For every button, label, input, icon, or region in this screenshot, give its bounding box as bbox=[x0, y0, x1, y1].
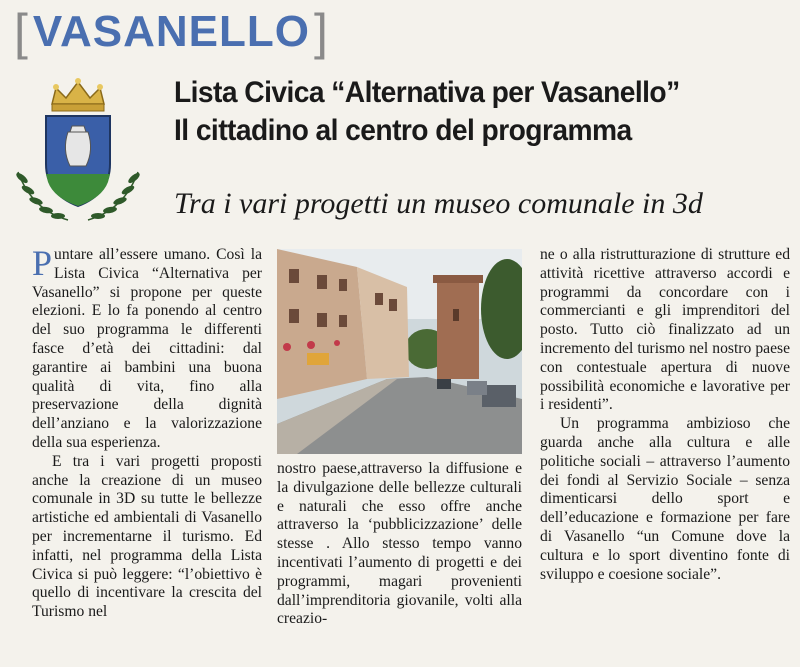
masthead-bracket-close: ] bbox=[314, 4, 329, 60]
masthead-bracket-open: [ bbox=[14, 4, 29, 60]
headline bbox=[174, 74, 757, 150]
article-column-1 bbox=[32, 243, 262, 622]
headline-line-2: Il cittadino al centro del programma bbox=[174, 114, 632, 147]
subheadline: Tra i vari progetti un museo comunale in 3d bbox=[174, 187, 703, 220]
masthead-title: VASANELLO bbox=[32, 7, 310, 56]
coat-of-arms-icon bbox=[12, 74, 144, 224]
article-column-3 bbox=[540, 246, 790, 584]
paragraph bbox=[32, 243, 262, 453]
paragraph: nostro paese,attraverso la diffusione e la divulgazione delle bellezze culturali e naturali che esso offre anche attraverso la ‘pubblicizzazione’ delle stesse . Allo stesso tempo vanno incentivati l’aumento di progetti e dei programmi, magari provenienti dall’imprenditoria giovanile, volti alla creazio- bbox=[277, 460, 522, 628]
paragraph: E tra i vari progetti proposti anche la creazione di un museo comunale in 3D su tutte le bellezze artistiche ed ambientali di Vasanello per incrementarne il turismo. Ed infatti, nel programma della Lista Civica si può leggere: “l’obiettivo è quello di incentivare la crescita del Turismo nel bbox=[32, 452, 262, 621]
masthead bbox=[14, 4, 329, 60]
article-column-2 bbox=[277, 460, 522, 629]
street-with-tower-photo-icon bbox=[277, 249, 522, 454]
drop-cap: P bbox=[32, 243, 53, 283]
paragraph-text: untare all’essere umano. Così la Lista Civica “Alternativa per Vasanello” si propone per queste elezioni. E lo fa ponendo al centro del suo programma le differenti fasce d’età dei cittadini: dal garantire ai bambini una buona qualità di vita, fino alla preservazione della dignità dell’anziano e la valorizzazione della sua esperienza. bbox=[32, 246, 262, 451]
paragraph: Un programma ambizioso che guarda anche alla cultura e alle politiche sociali – attraverso l’aumento dei fondi al Servizio Sociale – senza dimenticarsi dello sport e dell’educazione e formazione per fare di Vasanello “un Comune dove la cultura e lo sport diventino fonte di sviluppo e coesione sociale”. bbox=[540, 415, 790, 583]
paragraph: ne o alla ristrutturazione di strutture ed attività ricettive attraverso accordi e programmi da concordare con i commercianti e gli imprenditori del posto. Tutto ciò finalizzato ad un incremento del turismo nel nostro paese con contestuale apertura di nuove possibilità economiche e lavorative per i residenti”. bbox=[540, 246, 790, 414]
headline-line-1: Lista Civica “Alternativa per Vasanello” bbox=[174, 76, 680, 109]
